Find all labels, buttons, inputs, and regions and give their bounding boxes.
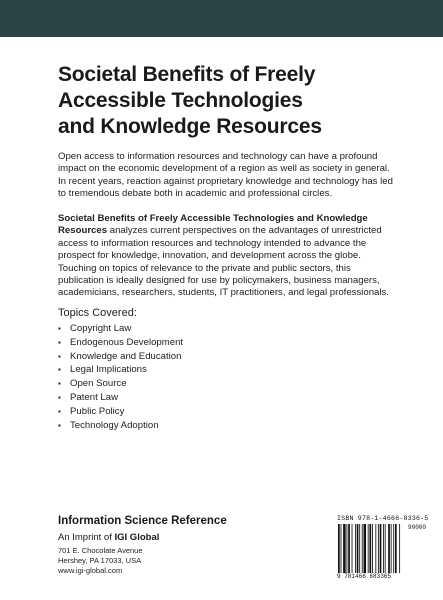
barcode	[337, 524, 427, 582]
barcode-bar	[347, 524, 348, 574]
list-item	[58, 391, 183, 405]
imprint-line	[58, 532, 159, 543]
isbn-text: ISBN 978-1-4666-8336-5	[337, 515, 429, 522]
barcode-bar	[393, 524, 394, 574]
barcode-bar	[362, 524, 363, 574]
barcode-bar	[385, 524, 386, 574]
list-item	[58, 419, 183, 433]
bullet-icon: ▪	[58, 406, 61, 416]
bullet-icon: ▪	[58, 420, 61, 430]
topic-label: Legal Implications	[70, 364, 147, 376]
barcode-bars	[337, 524, 423, 576]
barcode-bar	[380, 524, 382, 574]
barcode-bar	[375, 524, 376, 574]
top-color-band	[0, 0, 443, 37]
barcode-bar	[343, 524, 346, 574]
bullet-icon: ▪	[58, 337, 61, 347]
description-paragraph-2	[58, 213, 394, 300]
barcode-bar	[348, 524, 350, 574]
barcode-bar	[368, 524, 369, 574]
barcode-bar	[352, 524, 353, 574]
barcode-bar	[388, 524, 390, 574]
barcode-bar	[395, 524, 397, 574]
list-item	[58, 377, 183, 391]
barcode-bar	[391, 524, 392, 574]
title-line-1: Societal Benefits of Freely	[58, 63, 316, 86]
barcode-addon: 90000	[408, 524, 427, 531]
book-title	[58, 62, 388, 140]
barcode-bar	[369, 524, 371, 574]
barcode-bar	[359, 524, 360, 574]
barcode-bar	[341, 524, 342, 574]
topic-label: Copyright Law	[70, 323, 132, 334]
description-paragraph-2-text: analyzes current perspectives on the advantages of unrestricted access to information resources and technology intended to advance the prospect for knowledge, innovation, and development across the globe. Touching on topics of relevance to the private and public sectors, this publication is ideally designed for use by policymakers, business managers, academicians, researchers, students, IT practitioners, and legal professionals.	[58, 225, 389, 299]
barcode-digits: 9 781466 683365	[337, 573, 423, 581]
topics-list	[58, 322, 183, 432]
imprint-prefix: An Imprint of	[58, 532, 115, 543]
publisher-website: www.igi-global.com	[58, 566, 123, 575]
barcode-bar	[357, 524, 359, 574]
bullet-icon: ▪	[58, 379, 61, 389]
description-book-title: Societal Benefits of Freely Accessible Technologies and Knowledge Resources	[58, 213, 368, 237]
imprint-name: IGI Global	[114, 532, 160, 543]
bullet-icon: ▪	[58, 351, 61, 361]
address-city: Hershey, PA 17033, USA	[58, 556, 142, 565]
barcode-bar	[383, 524, 384, 574]
publisher-name: Information Science Reference	[58, 515, 227, 527]
topic-label: Patent Law	[70, 391, 119, 403]
topic-label: Endogenous Development	[70, 336, 184, 348]
bullet-icon: ▪	[58, 324, 61, 333]
list-item	[58, 405, 183, 419]
topic-label: Public Policy	[70, 405, 125, 417]
topic-label: Knowledge and Education	[70, 350, 182, 362]
barcode-bar	[378, 524, 379, 574]
topic-label: Open Source	[70, 378, 127, 390]
barcode-bar	[338, 524, 340, 574]
list-item	[58, 336, 183, 350]
barcode-bar	[364, 524, 367, 574]
barcode-bar	[372, 524, 373, 574]
list-item	[58, 363, 183, 377]
barcode-bar	[355, 524, 356, 574]
bullet-icon: ▪	[58, 365, 61, 375]
barcode-bar	[399, 524, 400, 574]
list-item	[58, 350, 183, 364]
description-paragraph-1: Open access to information resources and technology can have a profound impact on the economic development of a region as well as society in general. In recent years, reaction against proprietary knowledge and technology has led to tremendous debate both in academic and professional circles.	[58, 151, 393, 200]
topic-label: Technology Adoption	[70, 419, 159, 431]
title-line-2: Accessible Technologies	[58, 89, 303, 112]
list-item	[58, 322, 183, 336]
title-line-3: and Knowledge Resources	[58, 115, 322, 138]
address-street: 701 E. Chocolate Avenue	[58, 546, 143, 555]
bullet-icon: ▪	[58, 392, 61, 402]
topics-heading: Topics Covered:	[58, 307, 137, 319]
